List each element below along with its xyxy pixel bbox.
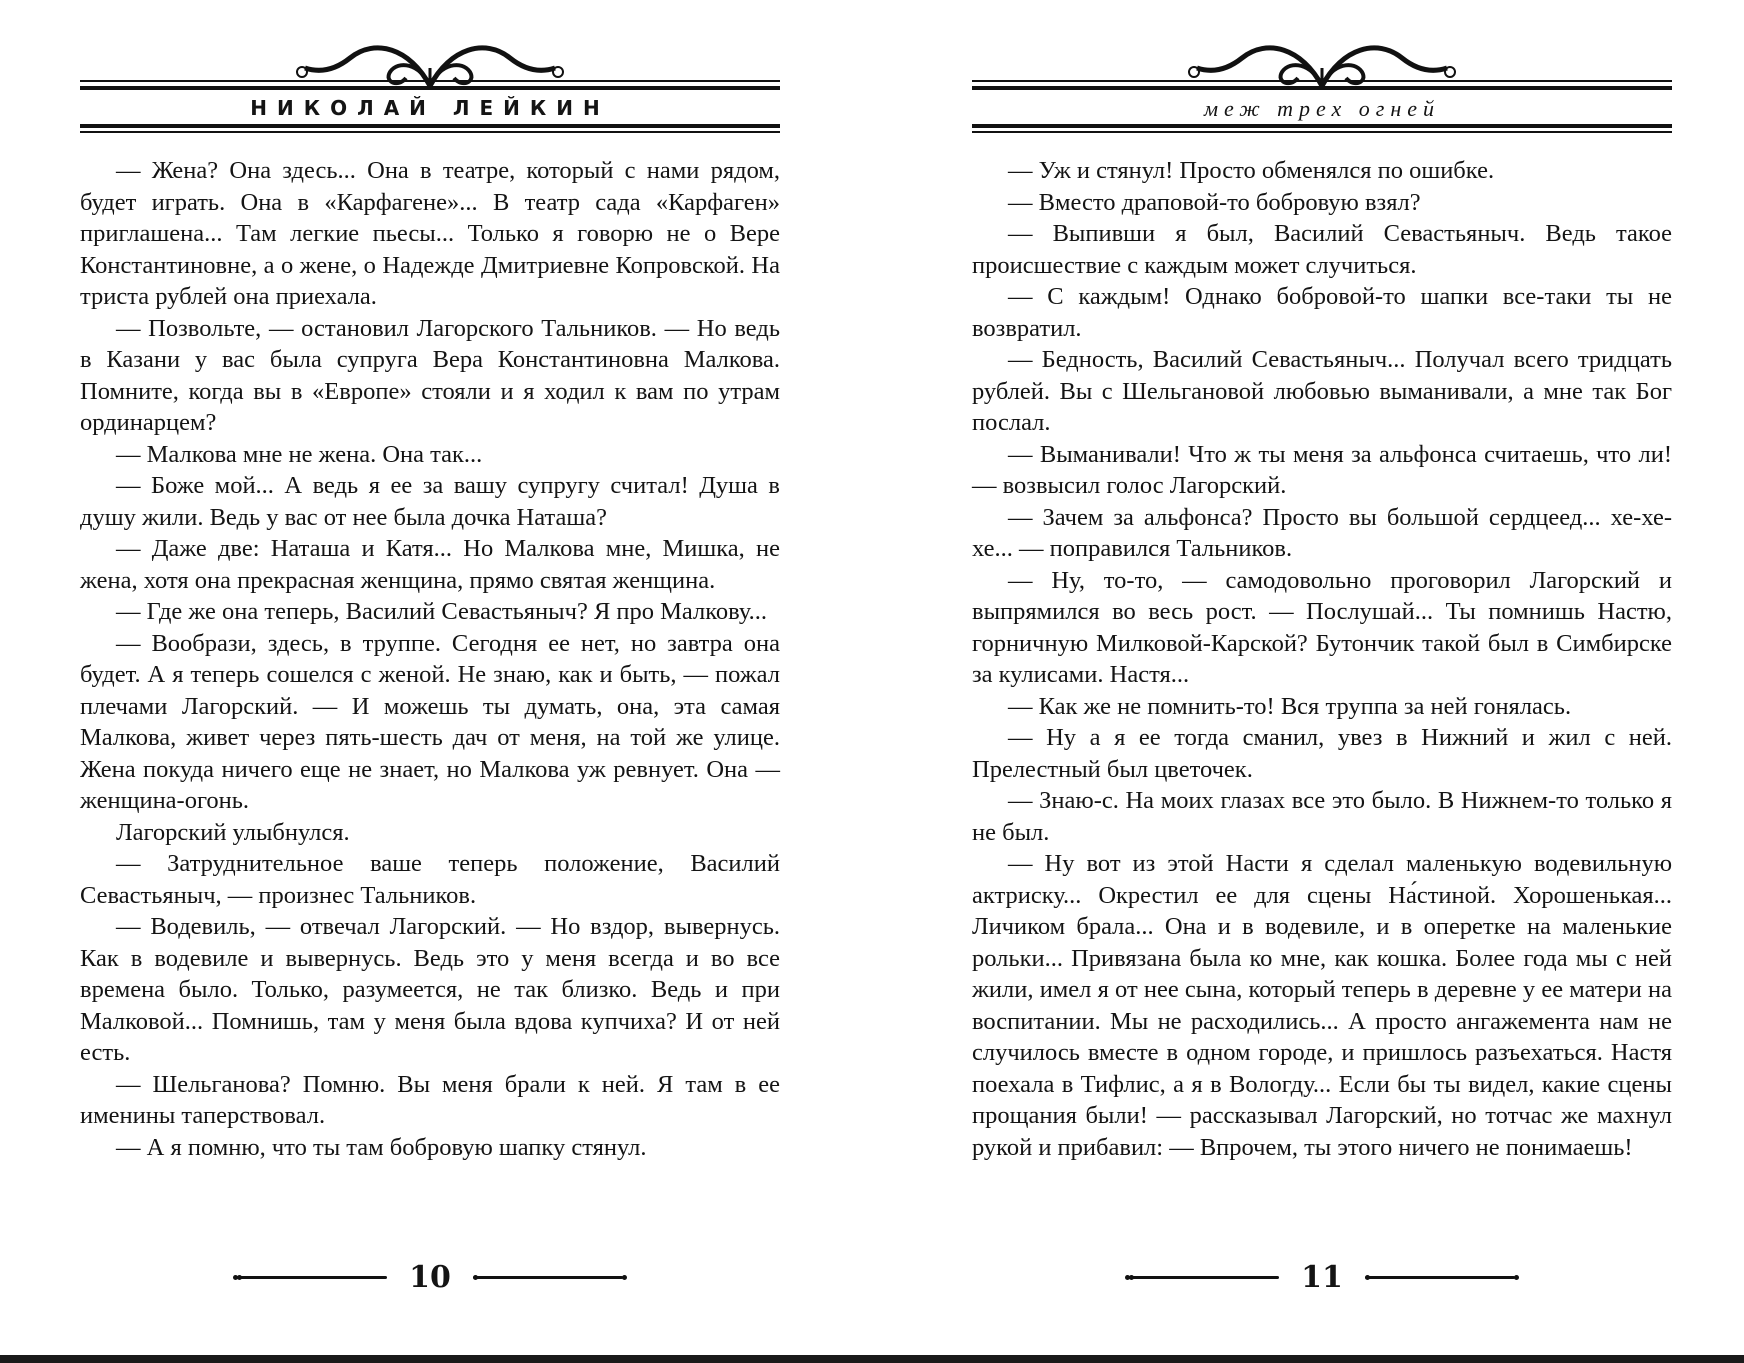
page-number-footer (972, 1260, 1672, 1295)
folio-rule-right (473, 1276, 623, 1279)
folio-rule-left (1129, 1276, 1279, 1279)
header-rule-bottom-thick (972, 124, 1672, 128)
paragraph: — Даже две: Наташа и Катя... Но Малкова мне, Мишка, не жена, хотя она прекрасная женщина, прямо святая женщина. (80, 535, 780, 594)
scan-bottom-edge (0, 1355, 1744, 1363)
header-rule-bottom (972, 131, 1672, 133)
running-header-title: меж трех огней (1203, 96, 1441, 121)
page-number: 11 (1301, 1260, 1343, 1295)
paragraph: — Позвольте, — остановил Лагорского Тальников. — Но ведь в Казани у вас была супруга Вера Константиновна Малкова. Помните, когда вы в «Европе» стояли и я ходил к вам по утрам ординарцем? (80, 314, 780, 436)
paragraph: — А я помню, что ты там бобровую шапку стянул. (116, 1133, 647, 1161)
paragraph: — Где же она теперь, Василий Севастьяныч? Я про Малкову... (116, 598, 768, 625)
left-body-text (80, 155, 780, 1163)
paragraph: — Водевиль, — отвечал Лагорский. — Но вздор, вывернусь. Как в водевиле и вывернусь. Ведь это у меня всегда и во все времена было. Только, разумеется, не так близко. Ведь и при Малковой... Помнишь, там у меня была вдова купчиха? И от ней есть. (80, 913, 780, 1066)
left-page (80, 0, 780, 1363)
paragraph: — Бедность, Василий Севастьяныч... Получал всего тридцать рублей. Вы с Шельгановой любовью выманивали, а мне так Бог послал. (972, 346, 1672, 436)
header-rule-top-thick (80, 86, 780, 90)
header-rule-top-thick (972, 86, 1672, 90)
running-header-author: НИКОЛАЙ ЛЕЙКИН (250, 96, 610, 120)
right-body-text (972, 155, 1672, 1163)
folio-rule-right (1365, 1276, 1515, 1279)
paragraph: — Ну, то-то, — самодовольно проговорил Лагорский и выпрямился во весь рост. — Послушай... Ты помнишь Настю, горничную Милковой-Карской? Бутончик такой был в Симбирске за кулисами. Настя... (972, 566, 1672, 688)
paragraph: — Знаю-с. На моих глазах все это было. В Нижнем-то только я не был. (972, 787, 1672, 846)
paragraph: — Малкова мне не жена. Она так... (116, 440, 483, 468)
paragraph: — Ну а я ее тогда сманил, увез в Нижний и жил с ней. Прелестный был цветочек. (972, 724, 1672, 783)
header-rule-bottom (80, 131, 780, 133)
paragraph: — Зачем за альфонса? Просто вы большой сердцеед... хе-хе-хе... — поправился Тальников. (972, 503, 1672, 562)
paragraph: — Жена? Она здесь... Она в театре, который с нами рядом, будет играть. Она в «Карфагене»... В театр сада «Карфаген» приглашена... Там легкие пьесы... Только я говорю не о Вере Константиновне, а о жене, о Надежде Дмитриевне Копровской. На триста рублей она приехала. (80, 157, 780, 310)
paragraph: — Как же не помнить-то! Вся труппа за ней гонялась. (1008, 692, 1572, 720)
right-page (972, 0, 1672, 1363)
paragraph: — Уж и стянул! Просто обменялся по ошибке. (1008, 157, 1495, 184)
paragraph: — Затруднительное ваше теперь положение, Василий Севастьяныч, — произнес Тальников. (80, 850, 780, 909)
header-rule-top (80, 80, 780, 82)
paragraph: — Выманивали! Что ж ты меня за альфонса считаешь, что ли! — возвысил голос Лагорский. (972, 440, 1672, 499)
paragraph: — Ну вот из этой Насти я сделал маленькую водевильную актриску... Окрестил ее для сцены На́стиной. Хорошенькая... Личиком брала... Она и в водевиле, и в оперетке на маленькие рольки... Привязана была ко мне, как кошка. Более года мы с ней жили, имел я от нее сына, который теперь в деревне у ее матери на воспитании. Мы не расходились... А просто ангажемента нам не случилось вместе в одном городе, и пришлось разъехаться. Настя поехала в Тифлис, а я в Вологду... Если бы ты видел, какие сцены прощания были! — рассказывал Лагорский, но тотчас же махнул рукой и прибавил: — Впрочем, ты этого ничего не понимаешь! (972, 850, 1672, 1161)
folio-rule-left (237, 1276, 387, 1279)
paragraph: — С каждым! Однако бобровой-то шапки все-таки ты не возвратил. (972, 283, 1672, 342)
paragraph: Лагорский улыбнулся. (116, 818, 350, 846)
paragraph: — Вообрази, здесь, в труппе. Сегодня ее нет, но завтра она будет. А я теперь сошелся с женой. Не знаю, как и быть, — пожал плечами Лагорский. — И можешь ты думать, она, эта самая Малкова, живет через пять-шесть дач от меня, на той же улице. Жена покуда ничего еще не знает, но Малкова уж ревнует. Она — женщина-огонь. (80, 629, 780, 814)
header-rule-bottom-thick (80, 124, 780, 128)
header-rule-top (972, 80, 1672, 82)
paragraph: — Шельганова? Помню. Вы меня брали к ней. Я там в ее именины таперствовал. (80, 1070, 780, 1129)
page-number: 10 (409, 1260, 451, 1295)
paragraph: — Боже мой... А ведь я ее за вашу супругу считал! Душа в душу жили. Ведь у вас от нее была дочка Наташа? (80, 472, 780, 531)
paragraph: — Выпивши я был, Василий Севастьяныч. Ведь такое происшествие с каждым может случиться. (972, 220, 1672, 279)
page-number-footer (80, 1260, 780, 1295)
paragraph: — Вместо драповой-то бобровую взял? (1008, 188, 1421, 216)
